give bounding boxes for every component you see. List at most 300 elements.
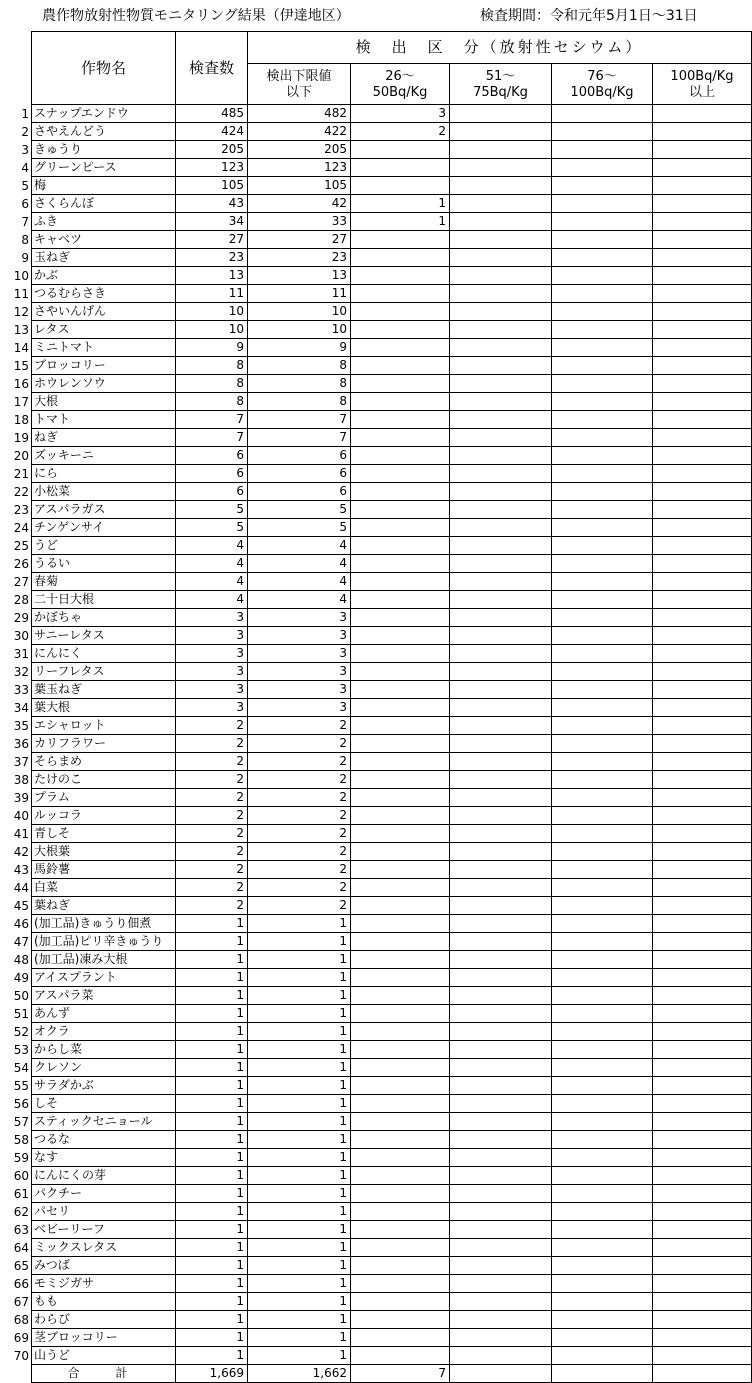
cell-crop-name: 大根 xyxy=(32,393,176,411)
cell-range-100-over xyxy=(653,1185,752,1203)
cell-range-26-50 xyxy=(351,429,450,447)
cell-crop-name: オクラ xyxy=(32,1023,176,1041)
cell-crop-name: ズッキーニ xyxy=(32,447,176,465)
cell-below-limit: 1 xyxy=(248,1347,351,1365)
cell-inspection-count: 4 xyxy=(176,555,248,573)
cell-range-76-100 xyxy=(552,1221,653,1239)
row-number: 55 xyxy=(13,1078,29,1093)
row-number: 6 xyxy=(21,196,29,211)
cell-range-76-100 xyxy=(552,141,653,159)
cell-inspection-count: 2 xyxy=(176,789,248,807)
total-range-26-50: 7 xyxy=(351,1365,450,1383)
cell-range-51-75 xyxy=(450,177,552,195)
table-row xyxy=(32,573,752,591)
cell-range-100-over xyxy=(653,1239,752,1257)
cell-range-76-100 xyxy=(552,429,653,447)
cell-range-100-over xyxy=(653,789,752,807)
row-number: 36 xyxy=(13,736,29,751)
row-number: 69 xyxy=(13,1330,29,1345)
cell-range-26-50: 1 xyxy=(351,195,450,213)
cell-range-51-75 xyxy=(450,1347,552,1365)
cell-range-76-100 xyxy=(552,933,653,951)
cell-below-limit: 11 xyxy=(248,285,351,303)
cell-range-76-100 xyxy=(552,1293,653,1311)
row-number: 15 xyxy=(13,358,29,373)
header-below-limit-text: 検出下限値 以下 xyxy=(266,69,332,100)
cell-below-limit: 2 xyxy=(248,771,351,789)
cell-range-51-75 xyxy=(450,591,552,609)
header-range-26-50 xyxy=(351,64,450,105)
cell-inspection-count: 1 xyxy=(176,1023,248,1041)
cell-below-limit: 3 xyxy=(248,681,351,699)
cell-range-26-50 xyxy=(351,663,450,681)
cell-inspection-count: 1 xyxy=(176,1059,248,1077)
row-number: 20 xyxy=(13,448,29,463)
cell-below-limit: 1 xyxy=(248,1329,351,1347)
cell-below-limit: 27 xyxy=(248,231,351,249)
cell-range-76-100 xyxy=(552,105,653,123)
cell-range-100-over xyxy=(653,843,752,861)
cell-range-100-over xyxy=(653,285,752,303)
cell-range-51-75 xyxy=(450,267,552,285)
cell-crop-name: 二十日大根 xyxy=(32,591,176,609)
cell-inspection-count: 205 xyxy=(176,141,248,159)
cell-range-100-over xyxy=(653,1329,752,1347)
cell-crop-name: カリフラワー xyxy=(32,735,176,753)
cell-range-51-75 xyxy=(450,1023,552,1041)
cell-range-76-100 xyxy=(552,1311,653,1329)
cell-crop-name: リーフレタス xyxy=(32,663,176,681)
cell-range-51-75 xyxy=(450,879,552,897)
cell-inspection-count: 3 xyxy=(176,681,248,699)
cell-range-76-100 xyxy=(552,591,653,609)
table-row xyxy=(32,1149,752,1167)
table-row xyxy=(32,411,752,429)
row-number: 32 xyxy=(13,664,29,679)
cell-range-51-75 xyxy=(450,105,552,123)
table-row xyxy=(32,519,752,537)
cell-inspection-count: 1 xyxy=(176,1005,248,1023)
cell-range-51-75 xyxy=(450,465,552,483)
cell-below-limit: 2 xyxy=(248,825,351,843)
row-number: 52 xyxy=(13,1024,29,1039)
row-number: 8 xyxy=(21,232,29,247)
table-row xyxy=(32,159,752,177)
cell-below-limit: 1 xyxy=(248,1239,351,1257)
table-row xyxy=(32,1239,752,1257)
row-number: 30 xyxy=(13,628,29,643)
title-row xyxy=(0,0,752,30)
cell-range-76-100 xyxy=(552,231,653,249)
table-row xyxy=(32,789,752,807)
results-table xyxy=(31,31,752,1383)
cell-range-26-50 xyxy=(351,609,450,627)
cell-range-76-100 xyxy=(552,483,653,501)
table-row xyxy=(32,1293,752,1311)
table-row xyxy=(32,555,752,573)
cell-crop-name: レタス xyxy=(32,321,176,339)
cell-range-26-50 xyxy=(351,735,450,753)
cell-crop-name: 白菜 xyxy=(32,879,176,897)
row-number: 53 xyxy=(13,1042,29,1057)
total-row xyxy=(32,1365,752,1383)
table-row xyxy=(32,393,752,411)
table-row xyxy=(32,1005,752,1023)
cell-below-limit: 1 xyxy=(248,1023,351,1041)
cell-range-76-100 xyxy=(552,1023,653,1041)
row-number: 25 xyxy=(13,538,29,553)
row-number: 27 xyxy=(13,574,29,589)
cell-range-100-over xyxy=(653,1113,752,1131)
cell-range-26-50 xyxy=(351,843,450,861)
cell-below-limit: 1 xyxy=(248,1113,351,1131)
cell-inspection-count: 1 xyxy=(176,1203,248,1221)
cell-inspection-count: 43 xyxy=(176,195,248,213)
cell-range-100-over xyxy=(653,141,752,159)
cell-range-100-over xyxy=(653,1005,752,1023)
cell-range-76-100 xyxy=(552,537,653,555)
cell-range-51-75 xyxy=(450,1185,552,1203)
cell-range-51-75 xyxy=(450,555,552,573)
cell-range-100-over xyxy=(653,393,752,411)
cell-below-limit: 1 xyxy=(248,1059,351,1077)
cell-inspection-count: 105 xyxy=(176,177,248,195)
cell-range-26-50 xyxy=(351,483,450,501)
cell-inspection-count: 2 xyxy=(176,879,248,897)
cell-range-26-50 xyxy=(351,339,450,357)
cell-range-100-over xyxy=(653,861,752,879)
table-row xyxy=(32,195,752,213)
table-row xyxy=(32,1329,752,1347)
cell-crop-name: アスパラガス xyxy=(32,501,176,519)
cell-below-limit: 13 xyxy=(248,267,351,285)
cell-crop-name: キャベツ xyxy=(32,231,176,249)
cell-range-76-100 xyxy=(552,1131,653,1149)
cell-range-100-over xyxy=(653,267,752,285)
cell-inspection-count: 2 xyxy=(176,843,248,861)
cell-range-51-75 xyxy=(450,1113,552,1131)
cell-range-26-50 xyxy=(351,933,450,951)
row-number: 61 xyxy=(13,1186,29,1201)
cell-range-51-75 xyxy=(450,1239,552,1257)
cell-inspection-count: 3 xyxy=(176,645,248,663)
cell-range-100-over xyxy=(653,357,752,375)
cell-range-51-75 xyxy=(450,753,552,771)
table-row xyxy=(32,105,752,123)
cell-range-51-75 xyxy=(450,1275,552,1293)
cell-inspection-count: 5 xyxy=(176,519,248,537)
table-row xyxy=(32,771,752,789)
row-number: 24 xyxy=(13,520,29,535)
cell-range-26-50 xyxy=(351,897,450,915)
cell-range-51-75 xyxy=(450,1005,552,1023)
header-range-76-100 xyxy=(552,64,653,105)
cell-range-76-100 xyxy=(552,699,653,717)
table-row xyxy=(32,1311,752,1329)
cell-range-76-100 xyxy=(552,501,653,519)
cell-below-limit: 1 xyxy=(248,1041,351,1059)
cell-below-limit: 3 xyxy=(248,699,351,717)
table-row xyxy=(32,681,752,699)
table-row xyxy=(32,915,752,933)
cell-range-100-over xyxy=(653,231,752,249)
cell-below-limit: 4 xyxy=(248,537,351,555)
cell-range-26-50 xyxy=(351,465,450,483)
cell-range-26-50 xyxy=(351,1131,450,1149)
cell-crop-name: からし菜 xyxy=(32,1041,176,1059)
cell-inspection-count: 6 xyxy=(176,483,248,501)
cell-range-100-over xyxy=(653,465,752,483)
cell-range-51-75 xyxy=(450,789,552,807)
cell-inspection-count: 1 xyxy=(176,1293,248,1311)
cell-range-51-75 xyxy=(450,681,552,699)
cell-crop-name: つるむらさき xyxy=(32,285,176,303)
table-row xyxy=(32,123,752,141)
cell-range-100-over xyxy=(653,483,752,501)
cell-range-51-75 xyxy=(450,447,552,465)
table-row xyxy=(32,987,752,1005)
cell-crop-name: ベビーリーフ xyxy=(32,1221,176,1239)
cell-range-51-75 xyxy=(450,1203,552,1221)
cell-below-limit: 1 xyxy=(248,1275,351,1293)
cell-crop-name: つるな xyxy=(32,1131,176,1149)
cell-range-76-100 xyxy=(552,159,653,177)
cell-range-26-50 xyxy=(351,1077,450,1095)
cell-range-76-100 xyxy=(552,411,653,429)
table-row xyxy=(32,609,752,627)
cell-range-100-over xyxy=(653,1131,752,1149)
row-number: 19 xyxy=(13,430,29,445)
row-number: 5 xyxy=(21,178,29,193)
row-number: 41 xyxy=(13,826,29,841)
row-number: 22 xyxy=(13,484,29,499)
cell-range-100-over xyxy=(653,951,752,969)
cell-range-100-over xyxy=(653,519,752,537)
table-row xyxy=(32,1185,752,1203)
cell-below-limit: 2 xyxy=(248,807,351,825)
cell-inspection-count: 1 xyxy=(176,969,248,987)
cell-range-51-75 xyxy=(450,1059,552,1077)
cell-range-51-75 xyxy=(450,1311,552,1329)
cell-range-26-50: 3 xyxy=(351,105,450,123)
cell-range-76-100 xyxy=(552,447,653,465)
cell-range-51-75 xyxy=(450,825,552,843)
cell-range-51-75 xyxy=(450,195,552,213)
cell-range-26-50 xyxy=(351,951,450,969)
row-number: 28 xyxy=(13,592,29,607)
cell-below-limit: 2 xyxy=(248,717,351,735)
cell-range-76-100 xyxy=(552,951,653,969)
cell-below-limit: 6 xyxy=(248,465,351,483)
cell-crop-name: しそ xyxy=(32,1095,176,1113)
cell-crop-name: わらび xyxy=(32,1311,176,1329)
cell-range-100-over xyxy=(653,123,752,141)
cell-crop-name: ふき xyxy=(32,213,176,231)
cell-range-76-100 xyxy=(552,1095,653,1113)
cell-range-51-75 xyxy=(450,249,552,267)
cell-range-76-100 xyxy=(552,555,653,573)
cell-range-51-75 xyxy=(450,987,552,1005)
cell-crop-name: あんず xyxy=(32,1005,176,1023)
cell-range-100-over xyxy=(653,339,752,357)
row-number: 10 xyxy=(13,268,29,283)
cell-range-100-over xyxy=(653,681,752,699)
cell-range-51-75 xyxy=(450,1167,552,1185)
total-range-100-over xyxy=(653,1365,752,1383)
cell-crop-name: かぼちゃ xyxy=(32,609,176,627)
cell-range-51-75 xyxy=(450,861,552,879)
cell-range-76-100 xyxy=(552,375,653,393)
cell-range-76-100 xyxy=(552,915,653,933)
cell-range-26-50 xyxy=(351,753,450,771)
row-number: 31 xyxy=(13,646,29,661)
cell-inspection-count: 7 xyxy=(176,411,248,429)
cell-below-limit: 2 xyxy=(248,789,351,807)
cell-below-limit: 7 xyxy=(248,429,351,447)
cell-range-100-over xyxy=(653,195,752,213)
cell-range-26-50 xyxy=(351,789,450,807)
cell-range-26-50 xyxy=(351,681,450,699)
cell-range-76-100 xyxy=(552,519,653,537)
cell-range-26-50 xyxy=(351,375,450,393)
cell-range-51-75 xyxy=(450,519,552,537)
cell-below-limit: 2 xyxy=(248,861,351,879)
cell-crop-name: かぶ xyxy=(32,267,176,285)
cell-range-26-50 xyxy=(351,1149,450,1167)
header-crop-name: 作物名 xyxy=(32,32,176,105)
cell-inspection-count: 3 xyxy=(176,699,248,717)
cell-range-100-over xyxy=(653,429,752,447)
cell-below-limit: 123 xyxy=(248,159,351,177)
cell-range-26-50 xyxy=(351,393,450,411)
cell-range-51-75 xyxy=(450,717,552,735)
cell-crop-name: (加工品)きゅうり佃煮 xyxy=(32,915,176,933)
cell-range-26-50 xyxy=(351,1347,450,1365)
cell-below-limit: 2 xyxy=(248,897,351,915)
cell-below-limit: 105 xyxy=(248,177,351,195)
cell-inspection-count: 8 xyxy=(176,375,248,393)
cell-range-26-50 xyxy=(351,519,450,537)
cell-range-100-over xyxy=(653,987,752,1005)
cell-crop-name: ホウレンソウ xyxy=(32,375,176,393)
row-number: 59 xyxy=(13,1150,29,1165)
cell-crop-name: エシャロット xyxy=(32,717,176,735)
cell-crop-name: (加工品)凍み大根 xyxy=(32,951,176,969)
cell-range-100-over xyxy=(653,105,752,123)
cell-below-limit: 4 xyxy=(248,591,351,609)
cell-range-100-over xyxy=(653,645,752,663)
cell-crop-name: 大根葉 xyxy=(32,843,176,861)
cell-below-limit: 205 xyxy=(248,141,351,159)
cell-crop-name: にんにくの芽 xyxy=(32,1167,176,1185)
cell-below-limit: 1 xyxy=(248,1257,351,1275)
table-row xyxy=(32,1347,752,1365)
row-number: 16 xyxy=(13,376,29,391)
cell-range-51-75 xyxy=(450,231,552,249)
header-range-51-75 xyxy=(450,64,552,105)
cell-range-51-75 xyxy=(450,1221,552,1239)
cell-inspection-count: 10 xyxy=(176,303,248,321)
cell-below-limit: 1 xyxy=(248,1203,351,1221)
row-number: 65 xyxy=(13,1258,29,1273)
cell-range-51-75 xyxy=(450,1257,552,1275)
cell-range-76-100 xyxy=(552,987,653,1005)
table-row xyxy=(32,141,752,159)
row-number: 67 xyxy=(13,1294,29,1309)
table-row xyxy=(32,861,752,879)
cell-range-100-over xyxy=(653,627,752,645)
cell-range-26-50 xyxy=(351,1059,450,1077)
cell-range-100-over xyxy=(653,699,752,717)
table-row xyxy=(32,1221,752,1239)
total-range-51-75 xyxy=(450,1365,552,1383)
cell-range-26-50 xyxy=(351,1005,450,1023)
cell-crop-name: ブロッコリー xyxy=(32,357,176,375)
cell-crop-name: 小松菜 xyxy=(32,483,176,501)
row-number: 9 xyxy=(21,250,29,265)
cell-crop-name: さやいんげん xyxy=(32,303,176,321)
header-range-51-75-text: 51〜 75Bq/Kg xyxy=(473,69,528,100)
cell-range-100-over xyxy=(653,303,752,321)
cell-range-26-50 xyxy=(351,249,450,267)
cell-inspection-count: 1 xyxy=(176,951,248,969)
cell-crop-name: (加工品)ピリ辛きゅうり xyxy=(32,933,176,951)
cell-crop-name: みつば xyxy=(32,1257,176,1275)
cell-range-51-75 xyxy=(450,843,552,861)
table-row xyxy=(32,753,752,771)
cell-range-51-75 xyxy=(450,1041,552,1059)
cell-range-26-50 xyxy=(351,1167,450,1185)
table-row xyxy=(32,663,752,681)
table-row xyxy=(32,843,752,861)
cell-range-51-75 xyxy=(450,699,552,717)
cell-inspection-count: 2 xyxy=(176,897,248,915)
cell-range-26-50 xyxy=(351,1095,450,1113)
cell-range-51-75 xyxy=(450,1131,552,1149)
row-number: 4 xyxy=(21,160,29,175)
cell-below-limit: 6 xyxy=(248,483,351,501)
cell-below-limit: 1 xyxy=(248,1077,351,1095)
cell-range-26-50 xyxy=(351,1329,450,1347)
table-row xyxy=(32,213,752,231)
table-row xyxy=(32,1131,752,1149)
row-number: 42 xyxy=(13,844,29,859)
cell-range-51-75 xyxy=(450,969,552,987)
cell-below-limit: 10 xyxy=(248,321,351,339)
cell-crop-name: さくらんぼ xyxy=(32,195,176,213)
cell-range-51-75 xyxy=(450,285,552,303)
cell-range-76-100 xyxy=(552,861,653,879)
cell-range-26-50 xyxy=(351,285,450,303)
cell-crop-name: にんにく xyxy=(32,645,176,663)
cell-range-26-50 xyxy=(351,717,450,735)
cell-range-100-over xyxy=(653,1311,752,1329)
cell-crop-name: パセリ xyxy=(32,1203,176,1221)
cell-range-26-50 xyxy=(351,645,450,663)
cell-range-100-over xyxy=(653,555,752,573)
cell-range-100-over xyxy=(653,411,752,429)
cell-inspection-count: 1 xyxy=(176,1113,248,1131)
cell-inspection-count: 1 xyxy=(176,1347,248,1365)
cell-below-limit: 42 xyxy=(248,195,351,213)
row-number: 66 xyxy=(13,1276,29,1291)
row-number: 23 xyxy=(13,502,29,517)
row-number: 13 xyxy=(13,322,29,337)
table-row xyxy=(32,1257,752,1275)
cell-range-100-over xyxy=(653,249,752,267)
cell-crop-name: スティックセニョール xyxy=(32,1113,176,1131)
cell-range-51-75 xyxy=(450,1329,552,1347)
